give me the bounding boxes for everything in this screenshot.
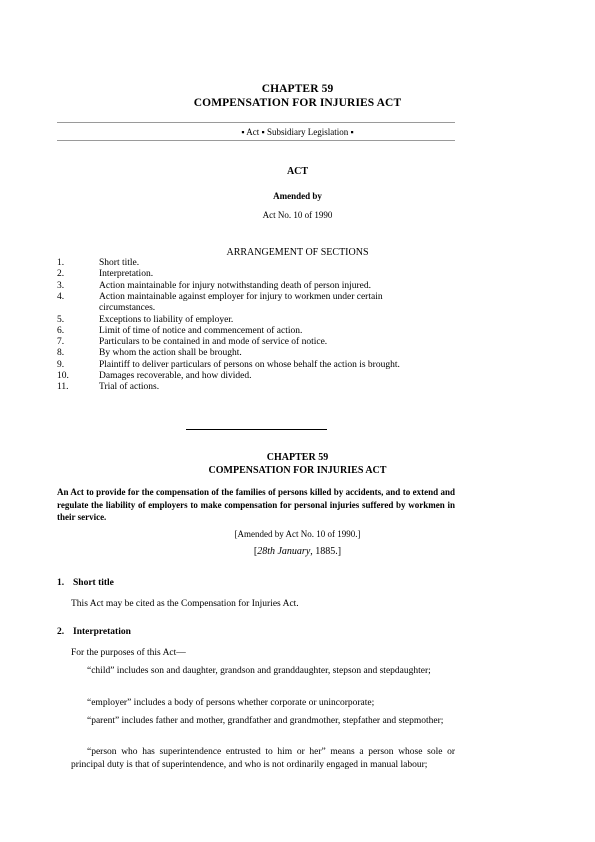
- toc-item-number: 8.: [57, 348, 65, 359]
- bottom-rule: [57, 140, 455, 141]
- toc-item-number: 11.: [57, 382, 69, 393]
- section-2-heading: [57, 627, 131, 637]
- definition-child: “child” includes son and daughter, grandson and granddaughter, stepson and stepdaughter;: [87, 666, 431, 676]
- toc-item-label: Particulars to be contained in and mode of service of notice.: [99, 337, 328, 348]
- toc-item-label: Limit of time of notice and commencement of action.: [99, 325, 303, 336]
- body-chapter-heading: CHAPTER 59: [266, 452, 329, 463]
- toc-item-label: Exceptions to liability of employer.: [99, 314, 234, 325]
- section-divider: [186, 429, 327, 430]
- toc-item-number: 6.: [57, 325, 65, 336]
- toc-item-number: 1.: [57, 258, 65, 268]
- toc-item-number: 4.: [57, 291, 65, 302]
- date-open-bracket: [: [253, 546, 258, 557]
- arrangement-heading: ARRANGEMENT OF SECTIONS: [226, 247, 369, 258]
- toc-item-label: Action maintainable for injury notwithstanding death of person injured.: [99, 280, 372, 291]
- toc-item-label: Action maintainable against employer for injury to workmen under certain: [99, 291, 383, 302]
- section-1-heading: [57, 578, 114, 588]
- definition-superintendence: “person who has superintendence entrusted to him or her” means a person whose sole or principal duty is that of superintendence, and who is not ordinarily engaged in manual labour;: [71, 747, 455, 770]
- section-title: Interpretation: [73, 627, 131, 637]
- body-title-heading: COMPENSATION FOR INJURIES ACT: [208, 465, 387, 476]
- toc-item-number: 3.: [57, 280, 65, 291]
- section-number: 2.: [57, 627, 65, 637]
- toc-item-label: Damages recoverable, and how divided.: [99, 371, 252, 381]
- date-rest: , 1885.]: [310, 546, 342, 557]
- toc-item-label: Plaintiff to deliver particulars of persons on whose behalf the action is brought.: [99, 359, 400, 370]
- amended-note: [Amended by Act No. 10 of 1990.]: [234, 529, 361, 539]
- definition-parent: “parent” includes father and mother, grandfather and grandmother, stepfather and stepmother;: [87, 716, 444, 726]
- toc-item-label: Interpretation.: [99, 269, 154, 280]
- toc-item-number: 5.: [57, 314, 65, 325]
- nav-links[interactable]: ▪ Act ▪ Subsidiary Legislation ▪: [241, 127, 354, 137]
- date-italic: 28th January: [257, 546, 311, 557]
- act-heading: ACT: [286, 166, 309, 177]
- toc-item-number: 10.: [57, 371, 69, 381]
- amended-by-label: Amended by: [273, 191, 322, 201]
- section-2-intro: For the purposes of this Act—: [71, 648, 186, 658]
- toc-item-label: Trial of actions.: [99, 382, 160, 393]
- toc-item-label: circumstances.: [99, 303, 156, 314]
- section-title: Short title: [73, 578, 114, 588]
- toc-item-number: 2.: [57, 269, 65, 280]
- section-1-text: This Act may be cited as the Compensation for Injuries Act.: [71, 599, 299, 609]
- amendment-reference: Act No. 10 of 1990: [262, 210, 333, 220]
- toc-item-label: By whom the action shall be brought.: [99, 348, 242, 359]
- act-title-heading: COMPENSATION FOR INJURIES ACT: [193, 97, 402, 109]
- top-rule: [57, 122, 455, 123]
- commencement-date: [0, 546, 595, 557]
- chapter-heading: CHAPTER 59: [261, 83, 334, 95]
- toc-item-label: Short title.: [99, 258, 140, 268]
- long-title: An Act to provide for the compensation of the families of persons killed by accidents, and to extend and regulate the liability of employers to make compensation for personal injuries suffered by workmen in their service.: [57, 487, 455, 523]
- toc-item-number: 7.: [57, 337, 65, 348]
- toc-item-number: 9.: [57, 359, 65, 370]
- section-number: 1.: [57, 578, 65, 588]
- definition-employer: “employer” includes a body of persons whether corporate or unincorporate;: [87, 698, 375, 708]
